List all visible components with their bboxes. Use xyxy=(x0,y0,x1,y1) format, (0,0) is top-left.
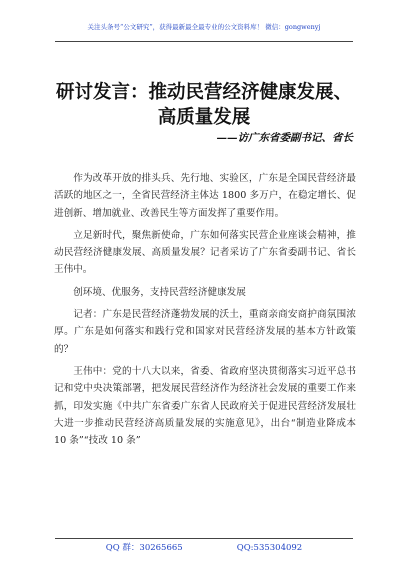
paragraph: 王伟中：党的十八大以来，省委、省政府坚决贯彻落实习近平总书记和党中央决策部署，把发展民营经济作为经济社会发展的重要工作来抓，印发实施《中共广东省委广东省人民政府关于促进民营经济发展壮大进一步推动民营经济高质量发展的实施意见》，出台“制造业降成本 10 条”“技改 10 条” xyxy=(54,365,356,447)
paragraph: 立足新时代，聚焦新使命，广东如何落实民营企业座谈会精神，推动民营经济健康发展、高质量发展？记者采访了广东省委副书记、省长王伟中。 xyxy=(54,229,356,276)
article-body xyxy=(54,170,356,449)
section-heading: 创环境、优服务，支持民营经济健康发展 xyxy=(73,286,246,298)
footer-divider xyxy=(55,538,353,539)
page-footer xyxy=(0,538,408,580)
document-title: 研讨发言：推动民营经济健康发展、高质量发展 xyxy=(55,82,352,128)
qq-contact[interactable]: QQ:535304092 xyxy=(236,543,303,553)
paragraph: 作为改革开放的排头兵、先行地、实验区，广东是全国民营经济最活跃的地区之一，全省民营经济主体达 1800 多万户，在稳定增长、促进创新、增加就业、改善民生等方面发挥了重要作用。 xyxy=(54,173,356,219)
qq-group[interactable]: QQ 群：30265665 xyxy=(105,543,183,553)
header-divider xyxy=(55,41,353,42)
page-header xyxy=(0,0,408,52)
promo-banner[interactable]: 关注头条号“公文研究”，获得最新最全最专业的公文资料库！ 微信：gongwenyj xyxy=(87,23,321,31)
contact-line xyxy=(0,541,408,553)
document-subtitle: ——访广东省委副书记、省长 xyxy=(216,132,353,144)
paragraph: 记者：广东是民营经济蓬勃发展的沃土，重商亲商安商护商氛围浓厚。广东是如何落实和践行党和国家对民营经济发展的基本方针政策的？ xyxy=(54,309,356,355)
